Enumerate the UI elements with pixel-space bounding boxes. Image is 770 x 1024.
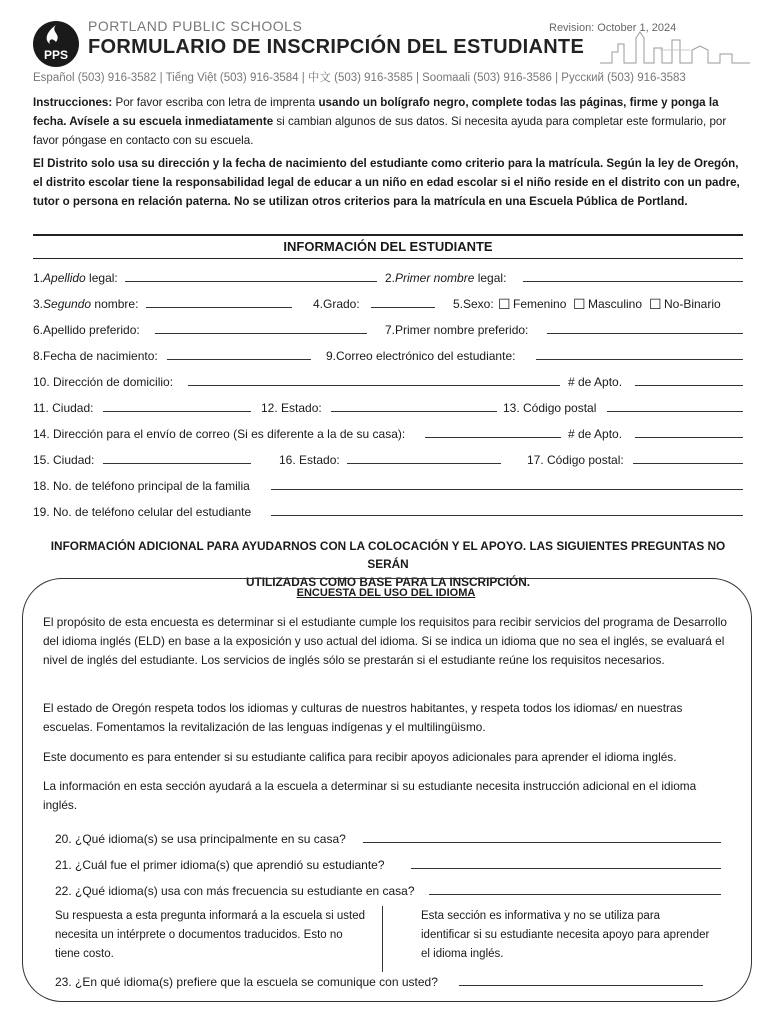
q22-label: 22. ¿Qué idioma(s) usa con más frecuencia su estudiante en casa? — [55, 884, 415, 898]
nonbinary-option-label: No-Binario — [664, 297, 721, 311]
q23-field[interactable] — [459, 973, 703, 986]
nonbinary-checkbox[interactable]: ☐ — [649, 296, 662, 312]
q21-field[interactable] — [411, 856, 721, 869]
family-phone-label: 18. No. de teléfono principal de la familia — [33, 479, 250, 493]
q22-field[interactable] — [429, 882, 721, 895]
organization-name: PORTLAND PUBLIC SCHOOLS — [88, 18, 303, 34]
form-row-3 — [33, 321, 743, 339]
instructions-label: Instrucciones: — [33, 96, 113, 109]
legal-first-name-field[interactable] — [523, 269, 743, 282]
page-title: FORMULARIO DE INSCRIPCIÓN DEL ESTUDIANTE — [88, 36, 585, 58]
student-info-heading: INFORMACIÓN DEL ESTUDIANTE — [33, 234, 743, 259]
question-22 — [55, 882, 723, 900]
survey-purpose-paragraph: El propósito de esta encuesta es determinar si el estudiante cumple los requisitos para recibir servicios del programa de Desarrollo del idioma inglés (ELD) en base a la exposición y uso actual del idioma. Si se indica un idioma que no sea el inglés, se evaluará el nivel de inglés del estudiante. Los servicios de inglés sólo se prestarán si el estudiante reúne los requisitos necesarios. — [43, 615, 727, 667]
city-label: 11. Ciudad: — [33, 401, 94, 415]
sex-label: 5.Sexo: — [453, 297, 494, 311]
q20-label: 20. ¿Qué idioma(s) se usa principalmente en su casa? — [55, 832, 346, 846]
male-option-label: Masculino — [588, 297, 643, 311]
form-row-4 — [33, 347, 743, 365]
mailing-address-label: 14. Dirección para el envío de correo (Si es diferente a la de su casa): — [33, 427, 406, 441]
informational-note: Esta sección es informativa y no se utiliza para identificar si su estudiante necesita apoyo para aprender el idioma inglés. — [421, 910, 710, 960]
mailing-apt-label: # de Apto. — [568, 427, 623, 441]
mailing-apt-field[interactable] — [635, 425, 743, 438]
interpreter-note: Su respuesta a esta pregunta informará a la escuela si usted necesita un intérprete o documentos traducidos. Esto no tiene costo. — [55, 910, 366, 960]
city-skyline-icon — [600, 30, 750, 64]
form-row-8 — [33, 451, 743, 469]
survey-respect-paragraph: El estado de Oregón respeta todos los idiomas y culturas de nuestros habitantes, y respeta todos los idiomas/ en nuestras escuelas. Fomentamos la revitalización de las lenguas indígenas y el multilingüismo. — [43, 701, 683, 734]
language-survey-title: ENCUESTA DEL USO DEL IDIOMA — [296, 587, 476, 599]
form-row-9 — [33, 477, 743, 495]
question-20 — [55, 830, 723, 848]
instructions-text-1: Por favor escriba con letra de imprenta — [112, 96, 319, 109]
female-option-label: Femenino — [513, 297, 567, 311]
legal-first-name-label: 2.Primer nombre legal: — [385, 271, 507, 285]
question-21 — [55, 856, 723, 874]
survey-document-purpose: Este documento es para entender si su estudiante califica para recibir apoyos adicionales para aprender el idioma inglés. — [43, 750, 677, 764]
form-row-6 — [33, 399, 743, 417]
preferred-first-name-field[interactable] — [547, 321, 743, 334]
zip-field[interactable] — [607, 399, 743, 412]
q21-label: 21. ¿Cuál fue el primer idioma(s) que aprendió su estudiante? — [55, 858, 385, 872]
form-row-2 — [33, 295, 743, 313]
middle-name-label: 3.Segundo nombre: — [33, 297, 139, 311]
mailing-city-label: 15. Ciudad: — [33, 453, 95, 467]
student-email-field[interactable] — [536, 347, 743, 360]
form-row-7 — [33, 425, 743, 443]
home-address-label: 10. Dirección de domicilio: — [33, 375, 174, 389]
student-email-label: 9.Correo electrónico del estudiante: — [326, 349, 516, 363]
legal-last-name-label: 1.Apellido legal: — [33, 271, 118, 285]
male-checkbox[interactable]: ☐ — [573, 296, 586, 312]
form-row-5 — [33, 373, 743, 391]
preferred-first-name-label: 7.Primer nombre preferido: — [385, 323, 529, 337]
language-phone-list: Español (503) 916-3582 | Tiếng Việt (503) 916-3584 | 中文 (503) 916-3585 | Soomaali (503) 916-3586 | Русский (503) 916-3583 — [33, 72, 686, 84]
preferred-last-name-label: 6.Apellido preferido: — [33, 323, 140, 337]
legal-last-name-field[interactable] — [125, 269, 377, 282]
pps-logo-icon — [32, 20, 80, 68]
mailing-zip-label: 17. Código postal: — [527, 453, 624, 467]
revision-date: Revision: October 1, 2024 — [549, 22, 677, 34]
instructions-text-2: si cambian algunos de sus datos. Si necesita ayuda para completar este formulario, por favor póngase en contacto con su escuela. — [33, 115, 727, 147]
mailing-state-field[interactable] — [347, 451, 501, 464]
state-label: 12. Estado: — [261, 401, 322, 415]
grade-field[interactable] — [371, 295, 435, 308]
student-cell-field[interactable] — [271, 503, 743, 516]
birth-date-field[interactable] — [167, 347, 311, 360]
mailing-address-field[interactable] — [425, 425, 561, 438]
note-divider — [382, 906, 383, 972]
state-field[interactable] — [331, 399, 497, 412]
survey-info-paragraph: La información en esta sección ayudará a la escuela a determinar si su estudiante necesita instrucción adicional en el idioma inglés. — [43, 779, 697, 812]
city-field[interactable] — [103, 399, 251, 412]
district-criteria-note: El Distrito solo usa su dirección y la fecha de nacimiento del estudiante como criterio para la matrícula. Según la ley de Oregón, el distrito escolar tiene la responsabilidad legal de educar a un niño en edad escolar si el niño reside en el distrito con un padre, tutor o persona en relación paterna. No se utilizan otros criterios para la matrícula en una Escuela Pública de Portland. — [33, 157, 740, 208]
instructions-bold-text: usando un bolígrafo negro, complete todas las páginas, firme y ponga la fecha. Avísele a su escuela inmediatamente — [33, 96, 719, 128]
grade-label: 4.Grado: — [313, 297, 360, 311]
home-apt-field[interactable] — [635, 373, 743, 386]
middle-name-field[interactable] — [146, 295, 292, 308]
form-row-1 — [33, 269, 743, 287]
q20-field[interactable] — [363, 830, 721, 843]
family-phone-field[interactable] — [271, 477, 743, 490]
q23-label: 23. ¿En qué idioma(s) prefiere que la escuela se comunique con usted? — [55, 975, 438, 989]
additional-info-line-1: INFORMACIÓN ADICIONAL PARA AYUDARNOS CON LA COLOCACIÓN Y EL APOYO. LAS SIGUIENTES PREGUNTAS NO SERÁN — [50, 539, 726, 571]
preferred-last-name-field[interactable] — [155, 321, 367, 334]
home-apt-label: # de Apto. — [568, 375, 623, 389]
mailing-state-label: 16. Estado: — [279, 453, 340, 467]
question-23 — [55, 973, 723, 991]
instructions-paragraph — [33, 93, 743, 150]
birth-date-label: 8.Fecha de nacimiento: — [33, 349, 158, 363]
zip-label: 13. Código postal — [503, 401, 597, 415]
mailing-city-field[interactable] — [103, 451, 251, 464]
mailing-zip-field[interactable] — [633, 451, 743, 464]
form-row-10 — [33, 503, 743, 521]
female-checkbox[interactable]: ☐ — [498, 296, 511, 312]
student-cell-label: 19. No. de teléfono celular del estudiante — [33, 505, 252, 519]
logo-text: PPS — [43, 48, 69, 62]
home-address-field[interactable] — [188, 373, 560, 386]
additional-info-line-2: UTILIZADAS COMO BASE PARA LA INSCRIPCIÓN. — [245, 575, 530, 589]
